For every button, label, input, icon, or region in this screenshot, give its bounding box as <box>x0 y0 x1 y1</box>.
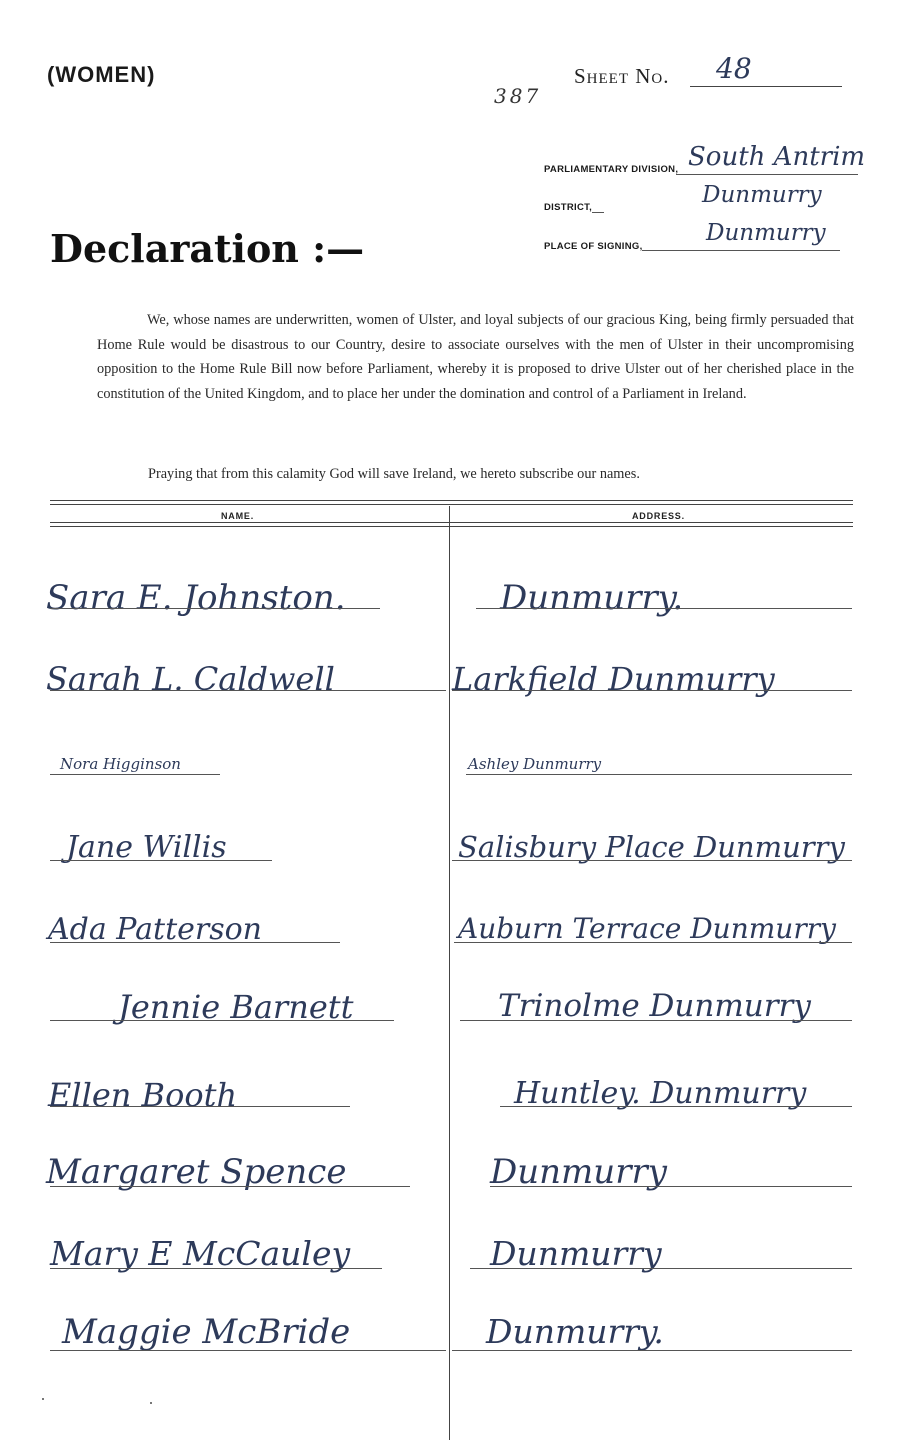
row-line <box>452 1350 852 1351</box>
row-line <box>460 1020 852 1021</box>
name-column-header: NAME. <box>221 511 254 521</box>
name-entry: Ellen Booth <box>48 1076 238 1114</box>
name-entry: Jane Willis <box>66 830 227 865</box>
division-line <box>676 174 858 175</box>
row-line <box>500 1106 852 1107</box>
ink-speck <box>42 1398 44 1400</box>
name-entry: Nora Higginson <box>60 755 181 773</box>
address-entry: Dunmurry. <box>500 578 684 618</box>
row-line <box>50 942 340 943</box>
district-line <box>592 212 604 213</box>
row-line <box>454 942 852 943</box>
address-entry: Dunmurry <box>490 1152 667 1192</box>
place-value: Dunmurry <box>706 220 826 246</box>
header-rule-2 <box>50 526 853 527</box>
address-column-header: ADDRESS. <box>632 511 685 521</box>
address-entry: Dunmurry. <box>486 1312 664 1351</box>
row-line <box>452 860 852 861</box>
declaration-body: We, whose names are underwritten, women of Ulster, and loyal subjects of our gracious King, being firmly persuaded that Home Rule would be disastrous to our Country, desire to associate ourselves with the men of Ulster in their uncompromising opposition to the Home Rule Bill now before Parliament, whereby it is proposed to drive Ulster out of her cherished place in the constitution of the United Kingdom, and to place her under the domination and control of a Parliament in Ireland. <box>97 312 854 402</box>
row-line <box>50 1106 350 1107</box>
top-rule <box>50 500 853 501</box>
column-divider <box>449 506 450 1440</box>
top-rule-2 <box>50 504 853 505</box>
address-entry: Ashley Dunmurry <box>468 755 602 773</box>
row-line <box>50 774 220 775</box>
row-line <box>452 690 852 691</box>
address-entry: Dunmurry <box>490 1234 662 1273</box>
women-label: (WOMEN) <box>47 62 156 87</box>
sheet-label: Sheet No. <box>574 64 670 88</box>
address-entry: Huntley. Dunmurry <box>514 1076 807 1111</box>
row-line <box>470 1268 852 1269</box>
name-entry: Mary E McCauley <box>50 1234 351 1273</box>
name-entry: Margaret Spence <box>46 1152 347 1192</box>
address-entry: Larkfield Dunmurry <box>452 660 775 698</box>
division-label: PARLIAMENTARY DIVISION, <box>544 164 679 175</box>
row-line <box>476 608 852 609</box>
district-label: DISTRICT, <box>544 202 593 213</box>
row-line <box>466 774 852 775</box>
reference-number: 387 <box>494 84 542 108</box>
division-value: South Antrim <box>688 142 866 172</box>
header-rule <box>50 522 853 523</box>
row-line <box>50 1020 394 1021</box>
row-line <box>490 1186 852 1187</box>
sheet-number-line <box>690 86 842 87</box>
row-line <box>50 608 380 609</box>
name-entry: Sara E. Johnston. <box>46 578 346 618</box>
place-line <box>642 250 840 251</box>
row-line <box>50 1268 382 1269</box>
row-line <box>50 1186 410 1187</box>
name-entry: Sarah L. Caldwell <box>46 660 335 698</box>
address-entry: Trinolme Dunmurry <box>498 988 811 1024</box>
name-entry: Jennie Barnett <box>118 988 354 1026</box>
sheet-number: 48 <box>716 52 752 85</box>
declaration-title: Declaration :— <box>50 226 365 271</box>
row-line <box>50 690 446 691</box>
row-line <box>50 860 272 861</box>
name-entry: Maggie McBride <box>62 1312 351 1352</box>
district-value: Dunmurry <box>702 182 822 208</box>
ink-speck <box>150 1402 152 1404</box>
name-entry: Ada Patterson <box>48 912 262 947</box>
address-entry: Auburn Terrace Dunmurry <box>458 912 836 945</box>
row-line <box>50 1350 446 1351</box>
place-label: PLACE OF SIGNING, <box>544 241 643 252</box>
praying-line: Praying that from this calamity God will save Ireland, we hereto subscribe our names. <box>148 466 640 482</box>
address-entry: Salisbury Place Dunmurry <box>458 830 845 864</box>
